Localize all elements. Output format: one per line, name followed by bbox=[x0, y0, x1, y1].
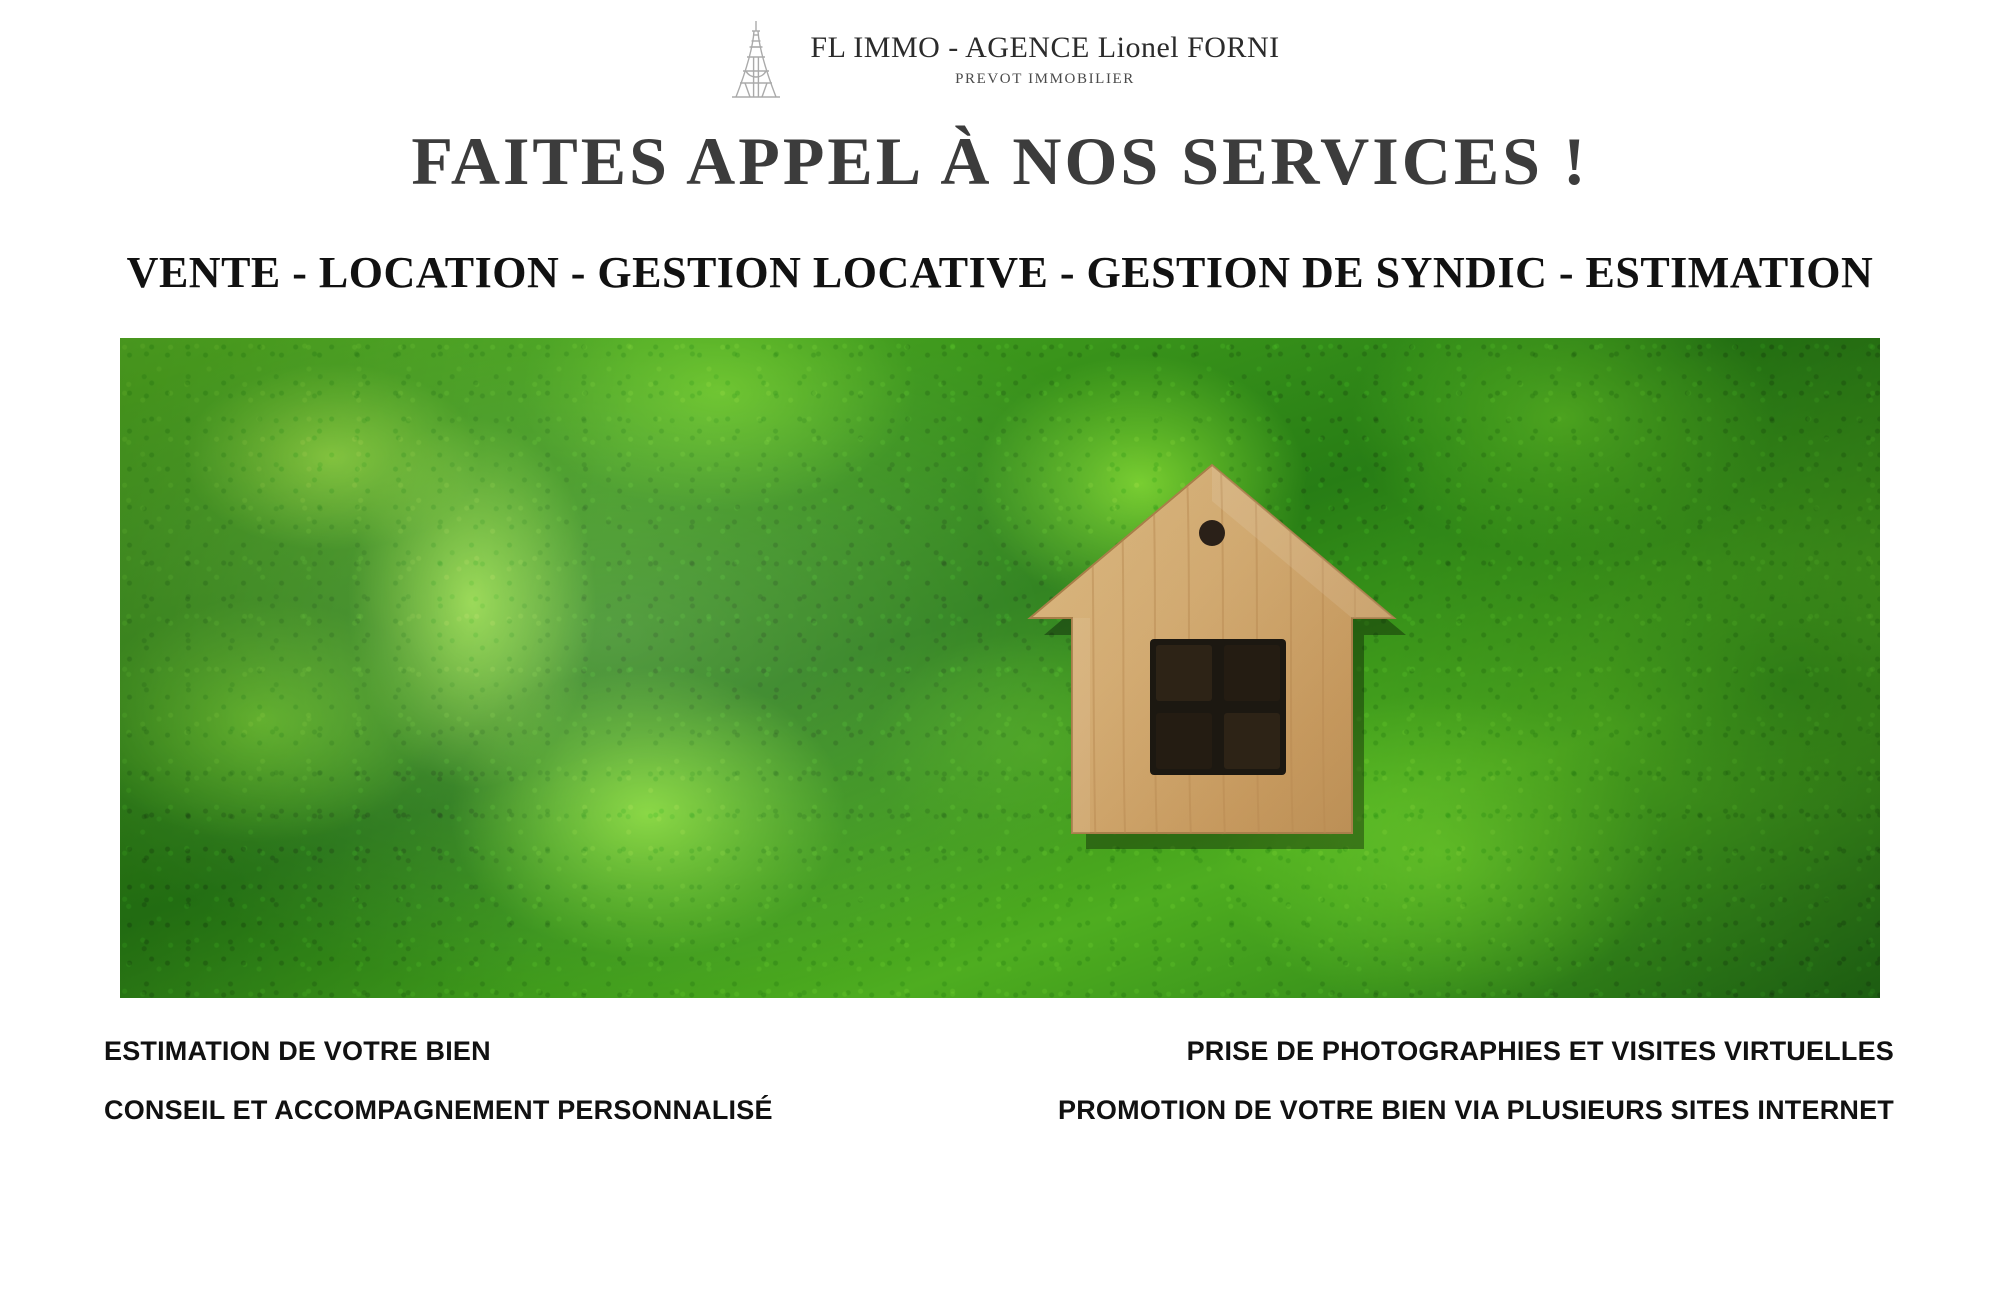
list-item: ESTIMATION DE VOTRE BIEN bbox=[104, 1035, 491, 1066]
services-subtitle: VENTE - LOCATION - GESTION LOCATIVE - GESTION DE SYNDIC - ESTIMATION bbox=[126, 247, 1874, 297]
list-item: PROMOTION DE VOTRE BIEN VIA PLUSIEURS SITES INTERNET bbox=[1058, 1094, 1894, 1125]
services-column-left bbox=[100, 1036, 773, 1126]
brand-header bbox=[0, 0, 2000, 92]
hero-image bbox=[120, 338, 1880, 998]
page-title: FAITES APPEL À NOS SERVICES ! bbox=[411, 123, 1589, 199]
services-list bbox=[100, 1036, 1900, 1126]
brand-tagline: PREVOT IMMOBILIER bbox=[955, 70, 1135, 87]
list-item: PRISE DE PHOTOGRAPHIES ET VISITES VIRTUELLES bbox=[1186, 1035, 1894, 1066]
brand-name: FL IMMO - AGENCE Lionel FORNI bbox=[810, 31, 1280, 65]
brand-text bbox=[810, 32, 1279, 87]
eiffel-tower-icon bbox=[720, 17, 792, 103]
services-column-right bbox=[1058, 1036, 1900, 1126]
list-item: CONSEIL ET ACCOMPAGNEMENT PERSONNALISÉ bbox=[104, 1094, 773, 1125]
